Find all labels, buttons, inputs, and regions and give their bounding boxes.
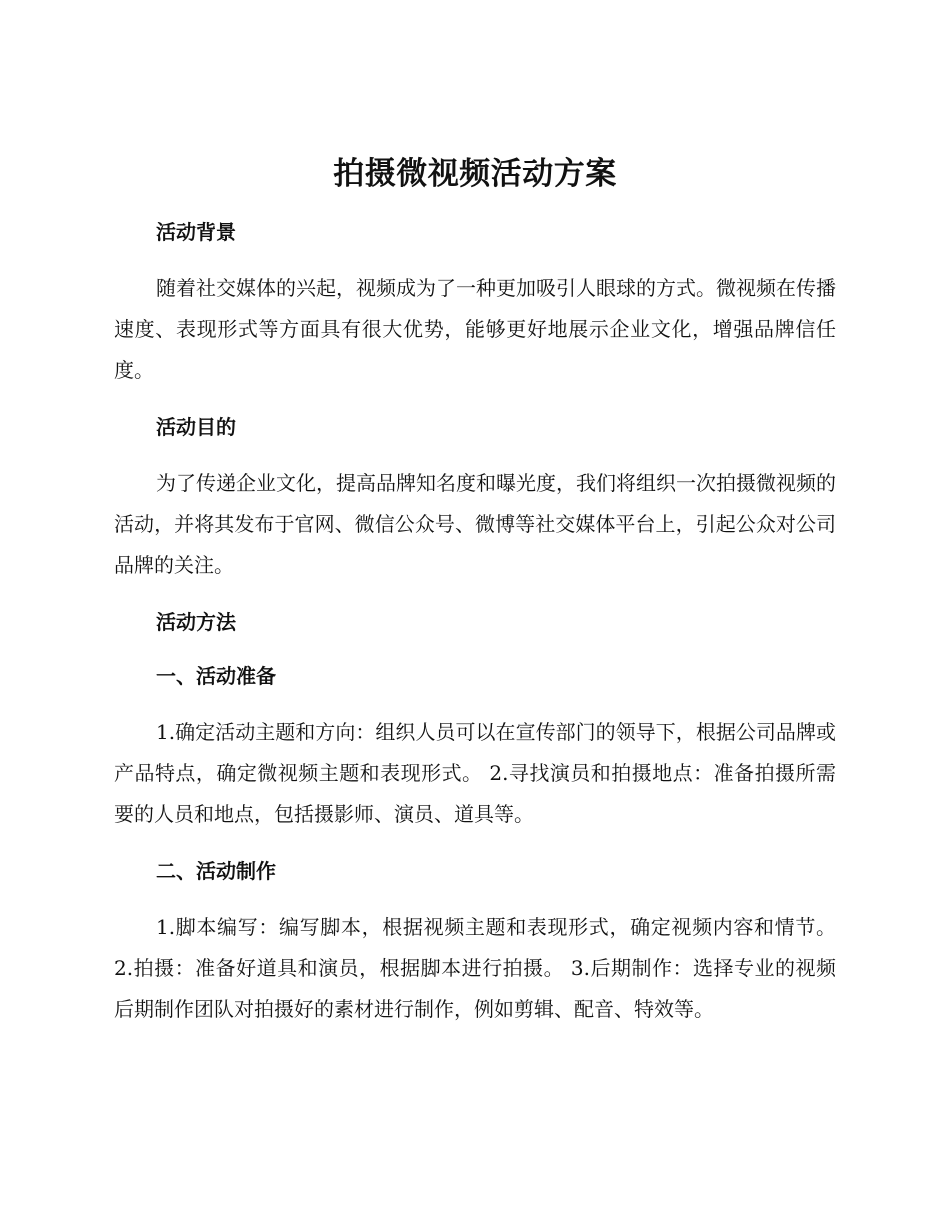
heading-preparation: 一、活动准备 [156,664,276,688]
heading-production: 二、活动制作 [156,859,276,883]
document-title: 拍摄微视频活动方案 [333,156,617,192]
paragraph-preparation: 1.确定活动主题和方向：组织人员可以在宣传部门的领导下，根据公司品牌或产品特点，确定微视频主题和表现形式。 2.寻找演员和拍摄地点：准备拍摄所需要的人员和地点，包括摄影师、演员、道具等。 [114,720,836,826]
paragraph-production: 1.脚本编写：编写脚本，根据视频主题和表现形式，确定视频内容和情节。 2.拍摄：准备好道具和演员，根据脚本进行拍摄。 3.后期制作：选择专业的视频后期制作团队对拍摄好的素材进行制作，例如剪辑、配音、特效等。 [114,915,836,1021]
heading-method: 活动方法 [156,610,236,634]
heading-background: 活动背景 [156,220,236,244]
paragraph-purpose: 为了传递企业文化，提高品牌知名度和曝光度，我们将组织一次拍摄微视频的活动，并将其发布于官网、微信公众号、微博等社交媒体平台上，引起公众对公司品牌的关注。 [114,471,836,577]
heading-purpose: 活动目的 [156,415,236,439]
paragraph-background: 随着社交媒体的兴起，视频成为了一种更加吸引人眼球的方式。微视频在传播速度、表现形式等方面具有很大优势，能够更好地展示企业文化，增强品牌信任度。 [114,276,836,382]
